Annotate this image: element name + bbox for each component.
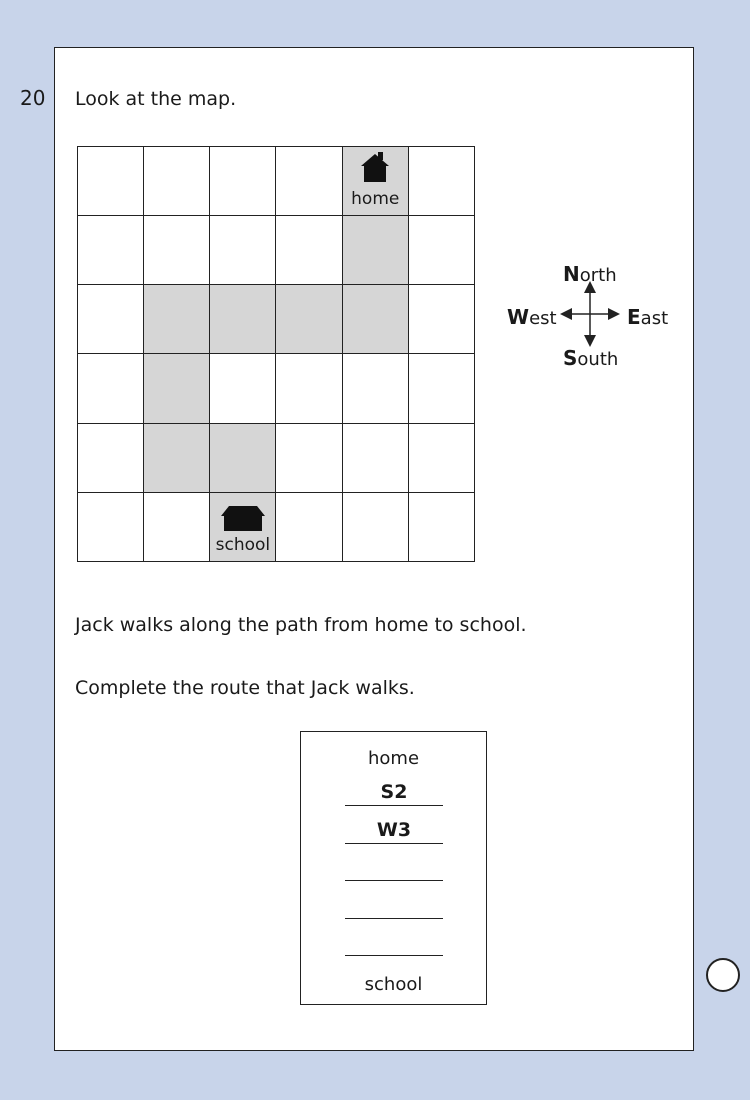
- map-cell: [276, 285, 342, 354]
- question-number: 20: [20, 86, 46, 110]
- map-cell: [409, 493, 475, 562]
- map-cell: [210, 147, 276, 216]
- map-cell: [276, 493, 342, 562]
- map-cell: [343, 424, 409, 493]
- map-cell: [78, 354, 144, 423]
- question-statement: Jack walks along the path from home to school.: [75, 614, 527, 636]
- map-cell: [210, 493, 276, 562]
- map-cell: [409, 424, 475, 493]
- route-end-label: school: [364, 974, 423, 995]
- question-page: [54, 47, 694, 1051]
- question-instruction: Complete the route that Jack walks.: [75, 677, 415, 699]
- map-cell: [276, 424, 342, 493]
- house-icon: [359, 151, 391, 187]
- school-label: school: [215, 534, 271, 555]
- map-cell: [210, 424, 276, 493]
- map-cell: [144, 147, 210, 216]
- route-start-label: home: [367, 748, 420, 769]
- route-answer-box: [300, 731, 487, 1005]
- mark-circle: [706, 958, 740, 992]
- map-cell: [144, 493, 210, 562]
- home-label: home: [351, 189, 400, 210]
- map-cell: [409, 354, 475, 423]
- map-cell: [144, 216, 210, 285]
- map-cell: [276, 216, 342, 285]
- map-cell: [276, 147, 342, 216]
- map-cell: [210, 354, 276, 423]
- map-cell: [210, 285, 276, 354]
- map-cell: [409, 216, 475, 285]
- school-icon: [220, 505, 266, 537]
- map-cell: [78, 493, 144, 562]
- map-cell: [343, 493, 409, 562]
- route-step-5[interactable]: [345, 929, 443, 956]
- map-cell: [78, 424, 144, 493]
- compass-west-label: West: [507, 305, 557, 329]
- route-step-2[interactable]: W3: [345, 817, 443, 844]
- map-cell: [409, 147, 475, 216]
- map-cell: [343, 285, 409, 354]
- map-cell: [343, 147, 409, 216]
- map-cell: [78, 216, 144, 285]
- compass-south-label: South: [563, 346, 619, 370]
- map-cell: [343, 216, 409, 285]
- route-step-4[interactable]: [345, 892, 443, 919]
- map-cell: [78, 147, 144, 216]
- compass-east-label: East: [627, 305, 669, 329]
- map-cell: [409, 285, 475, 354]
- map-cell: [343, 354, 409, 423]
- map-grid: [77, 146, 475, 562]
- map-cell: [144, 354, 210, 423]
- map-cell: [144, 285, 210, 354]
- map-cell: [144, 424, 210, 493]
- compass: [503, 260, 673, 380]
- map-cell: [78, 285, 144, 354]
- route-step-3[interactable]: [345, 854, 443, 881]
- question-prompt: Look at the map.: [75, 88, 237, 110]
- map-cell: [210, 216, 276, 285]
- map-cell: [276, 354, 342, 423]
- route-step-1[interactable]: S2: [345, 779, 443, 806]
- compass-north-label: North: [563, 262, 617, 286]
